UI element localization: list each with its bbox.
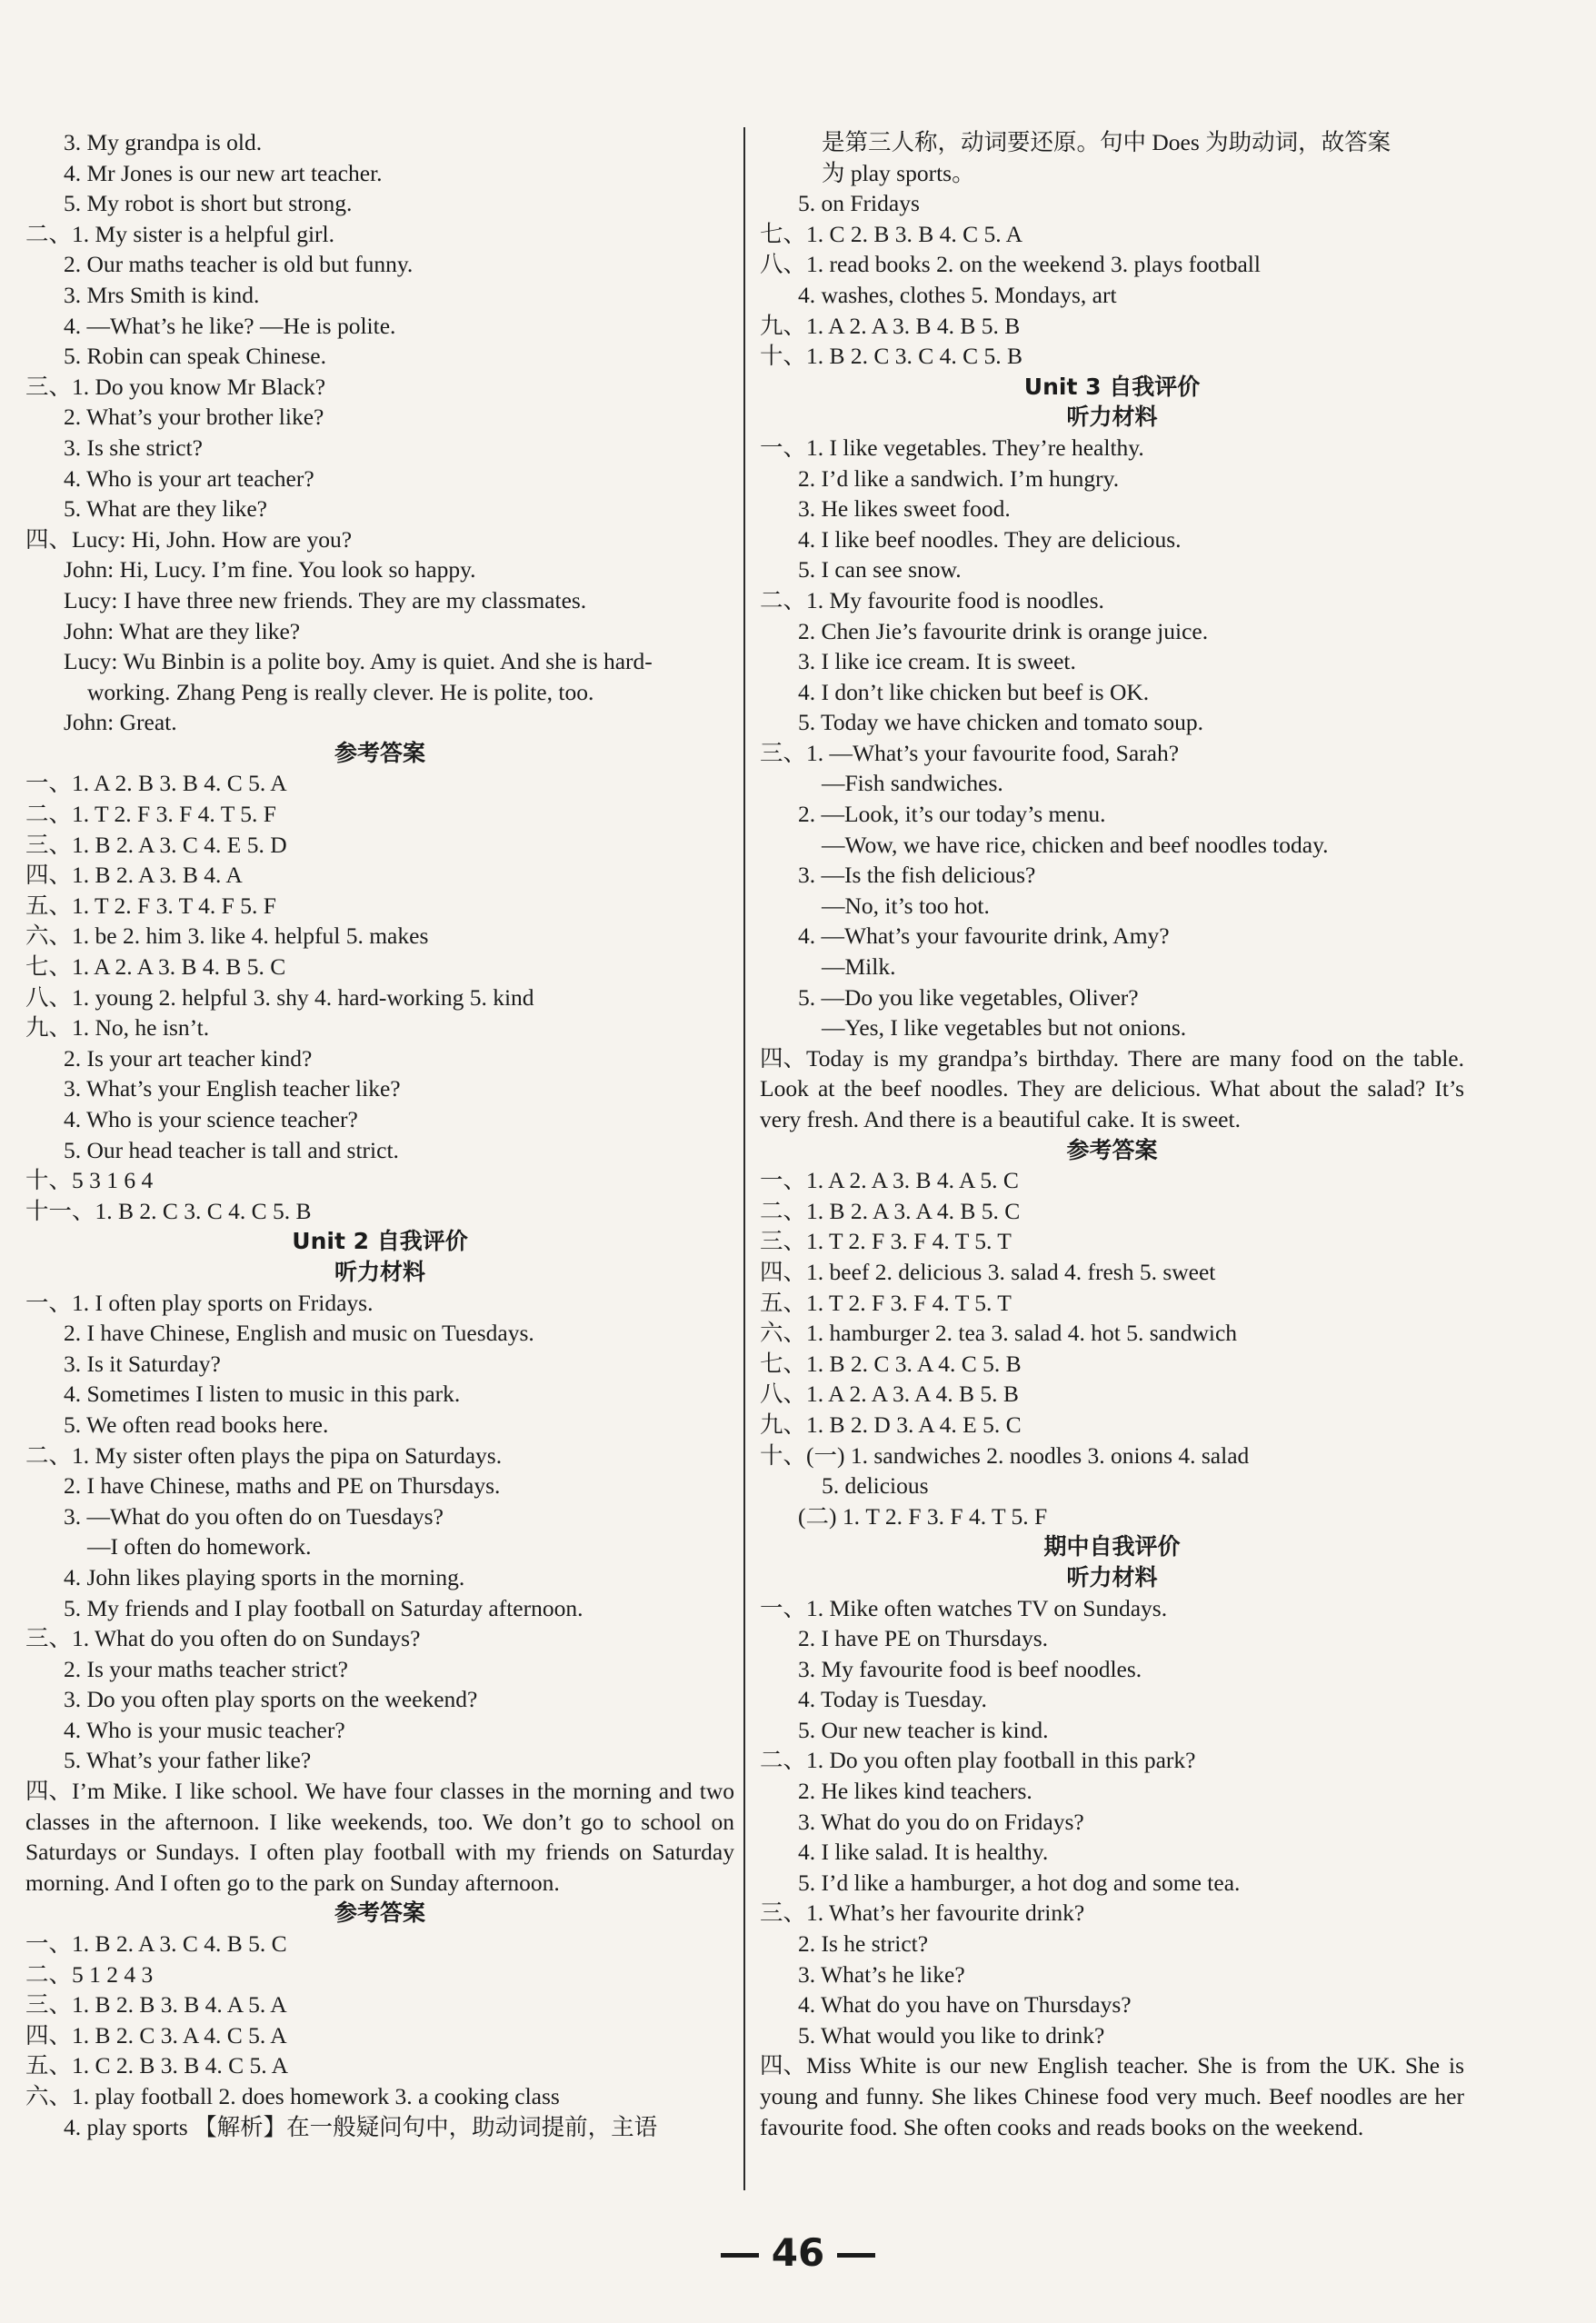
line-text: 2. I have Chinese, English and music on Tuesdays. bbox=[64, 1320, 534, 1347]
question-number: 七、 bbox=[25, 953, 73, 981]
text-line bbox=[25, 585, 734, 616]
line-text: 4. play sports 【解析】在一般疑问句中，助动词提前，主语 bbox=[64, 2113, 658, 2140]
question-number: 二、 bbox=[760, 586, 807, 613]
question-number: 十、 bbox=[25, 1167, 73, 1194]
text-line bbox=[760, 738, 1464, 769]
text-line bbox=[25, 494, 734, 524]
line-text: 1. B 2. C 3. C 4. C 5. B bbox=[806, 343, 1023, 370]
line-text: 4. Sometimes I listen to music in this park. bbox=[64, 1381, 461, 1408]
text-line bbox=[760, 188, 1464, 219]
section-heading: 期中自我评价 bbox=[1043, 1533, 1181, 1560]
text-line bbox=[25, 1654, 734, 1685]
question-number: 三、 bbox=[760, 1899, 807, 1927]
question-number: 三、 bbox=[760, 739, 807, 766]
line-text: 2. Is your art teacher kind? bbox=[64, 1044, 313, 1072]
line-text: 1. What do you often do on Sundays? bbox=[72, 1625, 421, 1652]
question-number: 二、 bbox=[25, 220, 73, 247]
text-line bbox=[760, 1593, 1464, 1624]
question-number: 二、 bbox=[25, 1441, 73, 1469]
line-text: 5. Robin can speak Chinese. bbox=[64, 343, 326, 370]
text-line bbox=[760, 311, 1464, 342]
line-text: 1. B 2. A 3. B 4. A bbox=[72, 862, 243, 889]
text-line bbox=[760, 494, 1464, 524]
section-heading: Unit 3 自我评价 bbox=[1023, 373, 1201, 400]
question-number: 三、 bbox=[25, 1625, 73, 1652]
line-text: —Yes, I like vegetables but not onions. bbox=[822, 1014, 1187, 1042]
page-number bbox=[0, 2230, 1596, 2275]
text-line bbox=[25, 1196, 734, 1227]
text-line bbox=[25, 952, 734, 982]
text-line bbox=[760, 1196, 1464, 1227]
question-number: 五、 bbox=[25, 2052, 73, 2079]
text-line bbox=[760, 1807, 1464, 1838]
question-number: 八、 bbox=[25, 983, 73, 1011]
line-text: 5. What’s your father like? bbox=[64, 1747, 312, 1774]
page-number-dash-right bbox=[837, 2253, 875, 2258]
text-line bbox=[25, 891, 734, 922]
line-text: 4. Who is your art teacher? bbox=[64, 464, 314, 492]
text-line bbox=[760, 433, 1464, 464]
line-text: 3. Is she strict? bbox=[64, 434, 203, 461]
text-line bbox=[25, 2050, 734, 2081]
line-text: 1. A 2. B 3. B 4. C 5. A bbox=[72, 770, 287, 797]
text-line bbox=[760, 464, 1464, 494]
text-line bbox=[760, 1318, 1464, 1349]
question-number: 九、 bbox=[760, 312, 807, 339]
line-text: 1. My sister often plays the pipa on Saturdays. bbox=[72, 1441, 503, 1469]
line-text: 1. B 2. A 3. C 4. E 5. D bbox=[72, 831, 287, 858]
line-text: 1. C 2. B 3. B 4. C 5. A bbox=[806, 220, 1023, 247]
text-line bbox=[760, 1837, 1464, 1868]
line-text: John: What are they like? bbox=[64, 617, 301, 644]
line-text: 1. A 2. A 3. B 4. A 5. C bbox=[806, 1167, 1019, 1194]
line-text: 1. B 2. A 3. A 4. B 5. C bbox=[806, 1197, 1021, 1224]
line-text: 5. —Do you like vegetables, Oliver? bbox=[798, 983, 1139, 1011]
passage-text: I’m Mike. I like school. We have four classes in the morning and two classes in the afternoon. I like weekends, too. We don’t go to school on Saturdays or Sundays. I often play football with my friends on Saturday morning. And I often go to the park on Sunday afternoon. bbox=[25, 1778, 734, 1896]
section-heading: 参考答案 bbox=[334, 1899, 425, 1927]
question-number: 一、 bbox=[25, 770, 73, 797]
line-text: 1. T 2. F 3. T 4. F 5. F bbox=[72, 892, 276, 919]
section-heading: Unit 2 自我评价 bbox=[292, 1228, 468, 1255]
line-text: 1. hamburger 2. tea 3. salad 4. hot 5. sandwich bbox=[806, 1320, 1238, 1347]
line-text: 1. be 2. him 3. like 4. helpful 5. makes bbox=[72, 922, 429, 950]
line-text: 1. T 2. F 3. F 4. T 5. T bbox=[806, 1289, 1012, 1316]
question-number: 一、 bbox=[25, 1289, 73, 1316]
line-text: 3. Is it Saturday? bbox=[64, 1350, 221, 1377]
line-text: 4. —What’s your favourite drink, Amy? bbox=[798, 922, 1170, 950]
text-line bbox=[760, 1654, 1464, 1685]
question-number: 八、 bbox=[760, 1381, 807, 1408]
line-text: 3. Do you often play sports on the weekend? bbox=[64, 1686, 478, 1713]
text-line bbox=[25, 524, 734, 555]
line-text: 是第三人称，动词要还原。句中 Does 为助动词，故答案 bbox=[822, 129, 1392, 155]
question-number: 一、 bbox=[760, 1167, 807, 1194]
line-text: 1. play football 2. does homework 3. a cooking class bbox=[72, 2083, 560, 2109]
page-number-text: 46 bbox=[771, 2230, 825, 2275]
line-text: 1. I often play sports on Fridays. bbox=[72, 1289, 374, 1316]
line-text: 2. —Look, it’s our today’s menu. bbox=[798, 801, 1106, 828]
line-text: 3. What’s he like? bbox=[798, 1960, 965, 1988]
line-text: 1. I like vegetables. They’re healthy. bbox=[806, 434, 1144, 461]
line-text: 4. —What’s he like? —He is polite. bbox=[64, 312, 396, 339]
text-line bbox=[25, 921, 734, 952]
line-text: Lucy: I have three new friends. They are my classmates. bbox=[64, 586, 587, 613]
line-text: 5 1 2 4 3 bbox=[72, 1960, 154, 1988]
line-text: 4. Who is your science teacher? bbox=[64, 1106, 358, 1132]
line-text: 5. My friends and I play football on Saturday afternoon. bbox=[64, 1594, 584, 1621]
left-column bbox=[25, 127, 734, 2142]
text-line bbox=[760, 1501, 1464, 1532]
text-line bbox=[760, 1868, 1464, 1899]
line-text: 3. Mrs Smith is kind. bbox=[64, 281, 260, 308]
text-line bbox=[25, 127, 734, 158]
text-line bbox=[25, 1165, 734, 1196]
text-line bbox=[760, 1379, 1464, 1410]
text-line bbox=[25, 433, 734, 464]
text-line bbox=[760, 768, 1464, 799]
text-line bbox=[25, 158, 734, 189]
text-line bbox=[25, 707, 734, 738]
line-text: (二) 1. T 2. F 3. F 4. T 5. F bbox=[798, 1502, 1048, 1530]
line-text: 4. What do you have on Thursdays? bbox=[798, 1991, 1132, 2019]
text-line bbox=[760, 1349, 1464, 1380]
text-line bbox=[25, 616, 734, 647]
text-line bbox=[25, 1012, 734, 1043]
question-number: 三、 bbox=[25, 1991, 73, 2019]
line-text: 5. on Fridays bbox=[798, 190, 920, 217]
text-line bbox=[760, 1471, 1464, 1501]
line-text: 2. He likes kind teachers. bbox=[798, 1778, 1032, 1805]
line-text: 4. I like beef noodles. They are delicious. bbox=[798, 525, 1182, 553]
text-line bbox=[25, 1531, 734, 1562]
question-number: 九、 bbox=[760, 1411, 807, 1438]
section-heading: 参考答案 bbox=[334, 739, 425, 766]
text-line bbox=[760, 2020, 1464, 2051]
line-text: 5. What would you like to drink? bbox=[798, 2021, 1105, 2049]
text-line bbox=[25, 860, 734, 891]
text-line bbox=[25, 1501, 734, 1532]
passage-paragraph bbox=[760, 1043, 1464, 1135]
line-text: 4. washes, clothes 5. Mondays, art bbox=[798, 281, 1117, 308]
text-line bbox=[760, 616, 1464, 647]
line-text: —Milk. bbox=[822, 953, 896, 981]
text-line bbox=[760, 830, 1464, 861]
text-line bbox=[25, 1593, 734, 1624]
text-line bbox=[25, 1379, 734, 1410]
text-line bbox=[25, 464, 734, 494]
line-text: 1. T 2. F 3. F 4. T 5. T bbox=[806, 1228, 1012, 1255]
line-text: 1. B 2. A 3. C 4. B 5. C bbox=[72, 1930, 287, 1958]
page-number-dash-left bbox=[721, 2253, 759, 2258]
text-line bbox=[760, 1929, 1464, 1959]
line-text: 2. I have Chinese, maths and PE on Thursdays. bbox=[64, 1472, 501, 1500]
line-text: 2. I’d like a sandwich. I’m hungry. bbox=[798, 464, 1120, 492]
line-text: 5. I can see snow. bbox=[798, 556, 962, 583]
text-line bbox=[25, 830, 734, 861]
question-number: 四、 bbox=[25, 1778, 73, 1805]
question-number: 四、 bbox=[25, 862, 73, 889]
right-column bbox=[760, 127, 1464, 2142]
question-number: 十、 bbox=[760, 343, 807, 370]
question-number: 六、 bbox=[25, 2083, 73, 2109]
line-text: 4. I don’t like chicken but beef is OK. bbox=[798, 678, 1150, 705]
text-line bbox=[25, 311, 734, 342]
line-text: 1. C 2. B 3. B 4. C 5. A bbox=[72, 2052, 289, 2079]
line-text: 2. Is your maths teacher strict? bbox=[64, 1655, 348, 1682]
text-line bbox=[25, 1929, 734, 1959]
text-line bbox=[760, 952, 1464, 982]
passage-paragraph bbox=[760, 2050, 1464, 2142]
text-line bbox=[25, 188, 734, 219]
question-number: 六、 bbox=[25, 922, 73, 950]
text-line bbox=[760, 554, 1464, 585]
line-text: 5. Our new teacher is kind. bbox=[798, 1716, 1049, 1743]
text-line bbox=[760, 219, 1464, 250]
text-line bbox=[760, 158, 1464, 189]
text-line bbox=[760, 1441, 1464, 1471]
text-line bbox=[25, 1562, 734, 1593]
text-line bbox=[760, 1776, 1464, 1807]
passage-text: Today is my grandpa’s birthday. There are many food on the table. Look at the beef noodles. They are delicious. What about the salad? It’s very fresh. And there is a beautiful cake. It is sweet. bbox=[760, 1044, 1464, 1132]
line-text: John: Hi, Lucy. I’m fine. You look so happy. bbox=[64, 556, 476, 583]
line-text: 5 3 1 6 4 bbox=[72, 1167, 154, 1194]
text-line bbox=[25, 554, 734, 585]
section-heading: 参考答案 bbox=[1066, 1136, 1158, 1163]
question-number: 七、 bbox=[760, 220, 807, 247]
line-text: John: Great. bbox=[64, 709, 177, 736]
text-line bbox=[25, 677, 734, 708]
line-text: 1. A 2. A 3. B 4. B 5. C bbox=[72, 953, 286, 981]
line-text: 5. My robot is short but strong. bbox=[64, 190, 353, 217]
line-text: 1. A 2. A 3. A 4. B 5. B bbox=[806, 1381, 1019, 1408]
line-text: 1. B 2. C 3. A 4. C 5. A bbox=[72, 2021, 287, 2049]
text-line bbox=[760, 1959, 1464, 1990]
passage-text: Miss White is our new English teacher. She is from the UK. She is young and funny. She likes Chinese food very much. Beef noodles are her favourite food. She often cooks and reads books on the weekend. bbox=[760, 2052, 1464, 2140]
question-number: 三、 bbox=[25, 373, 73, 400]
text-line bbox=[25, 1318, 734, 1349]
question-number: 六、 bbox=[760, 1320, 807, 1347]
line-text: 1. Do you know Mr Black? bbox=[72, 373, 326, 400]
text-line bbox=[760, 1623, 1464, 1654]
line-text: 1. B 2. C 3. A 4. C 5. B bbox=[806, 1350, 1022, 1377]
text-line bbox=[25, 646, 734, 677]
text-line bbox=[760, 1745, 1464, 1776]
text-line bbox=[25, 1471, 734, 1501]
text-line bbox=[25, 982, 734, 1013]
line-text: 5. delicious bbox=[822, 1472, 929, 1500]
text-line bbox=[760, 982, 1464, 1013]
question-number: 九、 bbox=[25, 1014, 73, 1042]
text-line bbox=[25, 402, 734, 433]
line-text: —Wow, we have rice, chicken and beef noodles today. bbox=[822, 831, 1329, 858]
text-line bbox=[760, 1989, 1464, 2020]
text-line bbox=[25, 372, 734, 403]
text-line bbox=[760, 1257, 1464, 1288]
line-text: 5. We often read books here. bbox=[64, 1411, 329, 1438]
text-line bbox=[25, 1043, 734, 1074]
text-line bbox=[760, 1226, 1464, 1257]
text-line bbox=[25, 1623, 734, 1654]
line-text: 3. —Is the fish delicious? bbox=[798, 862, 1036, 889]
line-text: 4. Who is your music teacher? bbox=[64, 1716, 345, 1743]
text-line bbox=[760, 341, 1464, 372]
line-text: 4. John likes playing sports in the morning. bbox=[64, 1563, 465, 1590]
text-line bbox=[25, 768, 734, 799]
text-line bbox=[25, 1441, 734, 1471]
line-text: 1. B 2. B 3. B 4. A 5. A bbox=[72, 1991, 287, 2019]
text-line bbox=[25, 1288, 734, 1319]
text-line bbox=[760, 524, 1464, 555]
question-number: 二、 bbox=[25, 801, 73, 828]
text-line bbox=[25, 1715, 734, 1746]
question-number: 一、 bbox=[760, 434, 807, 461]
text-line bbox=[760, 1410, 1464, 1441]
line-text: 3. What do you do on Fridays? bbox=[798, 1808, 1084, 1835]
question-number: 十一、 bbox=[25, 1197, 95, 1224]
question-number: 四、 bbox=[25, 2021, 73, 2049]
text-line bbox=[25, 1989, 734, 2020]
line-text: 1. My sister is a helpful girl. bbox=[72, 220, 334, 247]
question-number: 二、 bbox=[25, 1960, 73, 1988]
line-text: 1. B 2. D 3. A 4. E 5. C bbox=[806, 1411, 1022, 1438]
section-heading: 听力材料 bbox=[334, 1258, 425, 1285]
text-line bbox=[760, 1898, 1464, 1929]
text-line bbox=[25, 1959, 734, 1990]
line-text: 2. Our maths teacher is old but funny. bbox=[64, 251, 414, 278]
text-line bbox=[760, 1715, 1464, 1746]
line-text: 1. B 2. C 3. C 4. C 5. B bbox=[95, 1197, 312, 1224]
line-text: 1. What’s her favourite drink? bbox=[806, 1899, 1085, 1927]
question-number: 一、 bbox=[25, 1930, 73, 1958]
line-text: 3. My grandpa is old. bbox=[64, 129, 263, 155]
text-line bbox=[760, 891, 1464, 922]
text-line bbox=[760, 677, 1464, 708]
line-text: 2. Chen Jie’s favourite drink is orange juice. bbox=[798, 617, 1209, 644]
text-line bbox=[25, 1410, 734, 1441]
text-line bbox=[25, 2020, 734, 2051]
line-text: 1. No, he isn’t. bbox=[72, 1014, 210, 1042]
section-heading: 听力材料 bbox=[1066, 1563, 1158, 1590]
line-text: 3. He likes sweet food. bbox=[798, 495, 1011, 523]
text-line bbox=[760, 646, 1464, 677]
text-line bbox=[760, 1165, 1464, 1196]
text-line bbox=[760, 1684, 1464, 1715]
text-line bbox=[25, 1073, 734, 1104]
line-text: 5. Our head teacher is tall and strict. bbox=[64, 1136, 399, 1163]
text-line bbox=[25, 219, 734, 250]
question-number: 三、 bbox=[25, 831, 73, 858]
line-text: 5. What are they like? bbox=[64, 495, 267, 523]
text-line bbox=[760, 707, 1464, 738]
text-line bbox=[760, 860, 1464, 891]
line-text: 1. beef 2. delicious 3. salad 4. fresh 5. sweet bbox=[806, 1258, 1216, 1285]
line-text: 1. Do you often play football in this park? bbox=[806, 1747, 1196, 1774]
line-text: 1. A 2. A 3. B 4. B 5. B bbox=[806, 312, 1021, 339]
section-heading: 听力材料 bbox=[1066, 404, 1158, 431]
line-text: 1. young 2. helpful 3. shy 4. hard-working 5. kind bbox=[72, 983, 534, 1011]
text-line bbox=[760, 127, 1464, 158]
passage-paragraph bbox=[25, 1776, 734, 1898]
line-text: —I often do homework. bbox=[87, 1533, 312, 1560]
line-text: 3. —What do you often do on Tuesdays? bbox=[64, 1502, 444, 1530]
line-text: 4. I like salad. It is healthy. bbox=[798, 1839, 1049, 1866]
text-line bbox=[760, 921, 1464, 952]
text-line bbox=[760, 1012, 1464, 1043]
line-text: 2. What’s your brother like? bbox=[64, 404, 324, 431]
line-text: 4. Today is Tuesday. bbox=[798, 1686, 987, 1713]
question-number: 二、 bbox=[760, 1747, 807, 1774]
text-line bbox=[25, 1104, 734, 1135]
line-text: 为 play sports。 bbox=[822, 159, 975, 186]
question-number: 四、 bbox=[760, 1044, 807, 1072]
line-text: 3. What’s your English teacher like? bbox=[64, 1075, 401, 1102]
text-line bbox=[25, 1135, 734, 1166]
line-text: 2. Is he strict? bbox=[798, 1930, 929, 1958]
text-line bbox=[760, 799, 1464, 830]
text-line bbox=[25, 1745, 734, 1776]
line-text: 4. Mr Jones is our new art teacher. bbox=[64, 159, 383, 186]
line-text: working. Zhang Peng is really clever. He is polite, too. bbox=[87, 678, 594, 705]
line-text: 3. I like ice cream. It is sweet. bbox=[798, 648, 1076, 675]
column-divider bbox=[743, 127, 745, 2190]
line-text: 5. Today we have chicken and tomato soup. bbox=[798, 709, 1204, 736]
text-line bbox=[760, 1288, 1464, 1319]
question-number: 四、 bbox=[760, 1258, 807, 1285]
line-text: —Fish sandwiches. bbox=[822, 770, 1003, 797]
line-text: 1. Mike often watches TV on Sundays. bbox=[806, 1594, 1168, 1621]
text-line bbox=[25, 280, 734, 311]
text-line bbox=[25, 249, 734, 280]
question-number: 一、 bbox=[760, 1594, 807, 1621]
line-text: 3. My favourite food is beef noodles. bbox=[798, 1655, 1142, 1682]
line-text: (一) 1. sandwiches 2. noodles 3. onions 4. salad bbox=[806, 1441, 1250, 1469]
question-number: 二、 bbox=[760, 1197, 807, 1224]
text-line bbox=[25, 1349, 734, 1380]
question-number: 五、 bbox=[25, 892, 73, 919]
question-number: 五、 bbox=[760, 1289, 807, 1316]
text-line bbox=[760, 249, 1464, 280]
text-line bbox=[25, 341, 734, 372]
line-text: 1. —What’s your favourite food, Sarah? bbox=[806, 739, 1180, 766]
line-text: 2. I have PE on Thursdays. bbox=[798, 1625, 1049, 1652]
question-number: 三、 bbox=[760, 1228, 807, 1255]
line-text: 1. My favourite food is noodles. bbox=[806, 586, 1104, 613]
line-text: —No, it’s too hot. bbox=[822, 892, 990, 919]
question-number: 十、 bbox=[760, 1441, 807, 1469]
question-number: 四、 bbox=[25, 525, 73, 553]
line-text: 1. T 2. F 3. F 4. T 5. F bbox=[72, 801, 276, 828]
text-line bbox=[25, 2112, 734, 2143]
line-text: Lucy: Wu Binbin is a polite boy. Amy is quiet. And she is hard- bbox=[64, 648, 653, 675]
text-line bbox=[25, 1684, 734, 1715]
line-text: 5. I’d like a hamburger, a hot dog and some tea. bbox=[798, 1869, 1241, 1896]
text-line bbox=[25, 2081, 734, 2112]
line-text: Lucy: Hi, John. How are you? bbox=[72, 525, 353, 553]
question-number: 八、 bbox=[760, 251, 807, 278]
question-number: 四、 bbox=[760, 2052, 807, 2079]
line-text: 1. read books 2. on the weekend 3. plays football bbox=[806, 251, 1261, 278]
text-line bbox=[760, 585, 1464, 616]
text-line bbox=[760, 280, 1464, 311]
question-number: 七、 bbox=[760, 1350, 807, 1377]
text-line bbox=[25, 799, 734, 830]
